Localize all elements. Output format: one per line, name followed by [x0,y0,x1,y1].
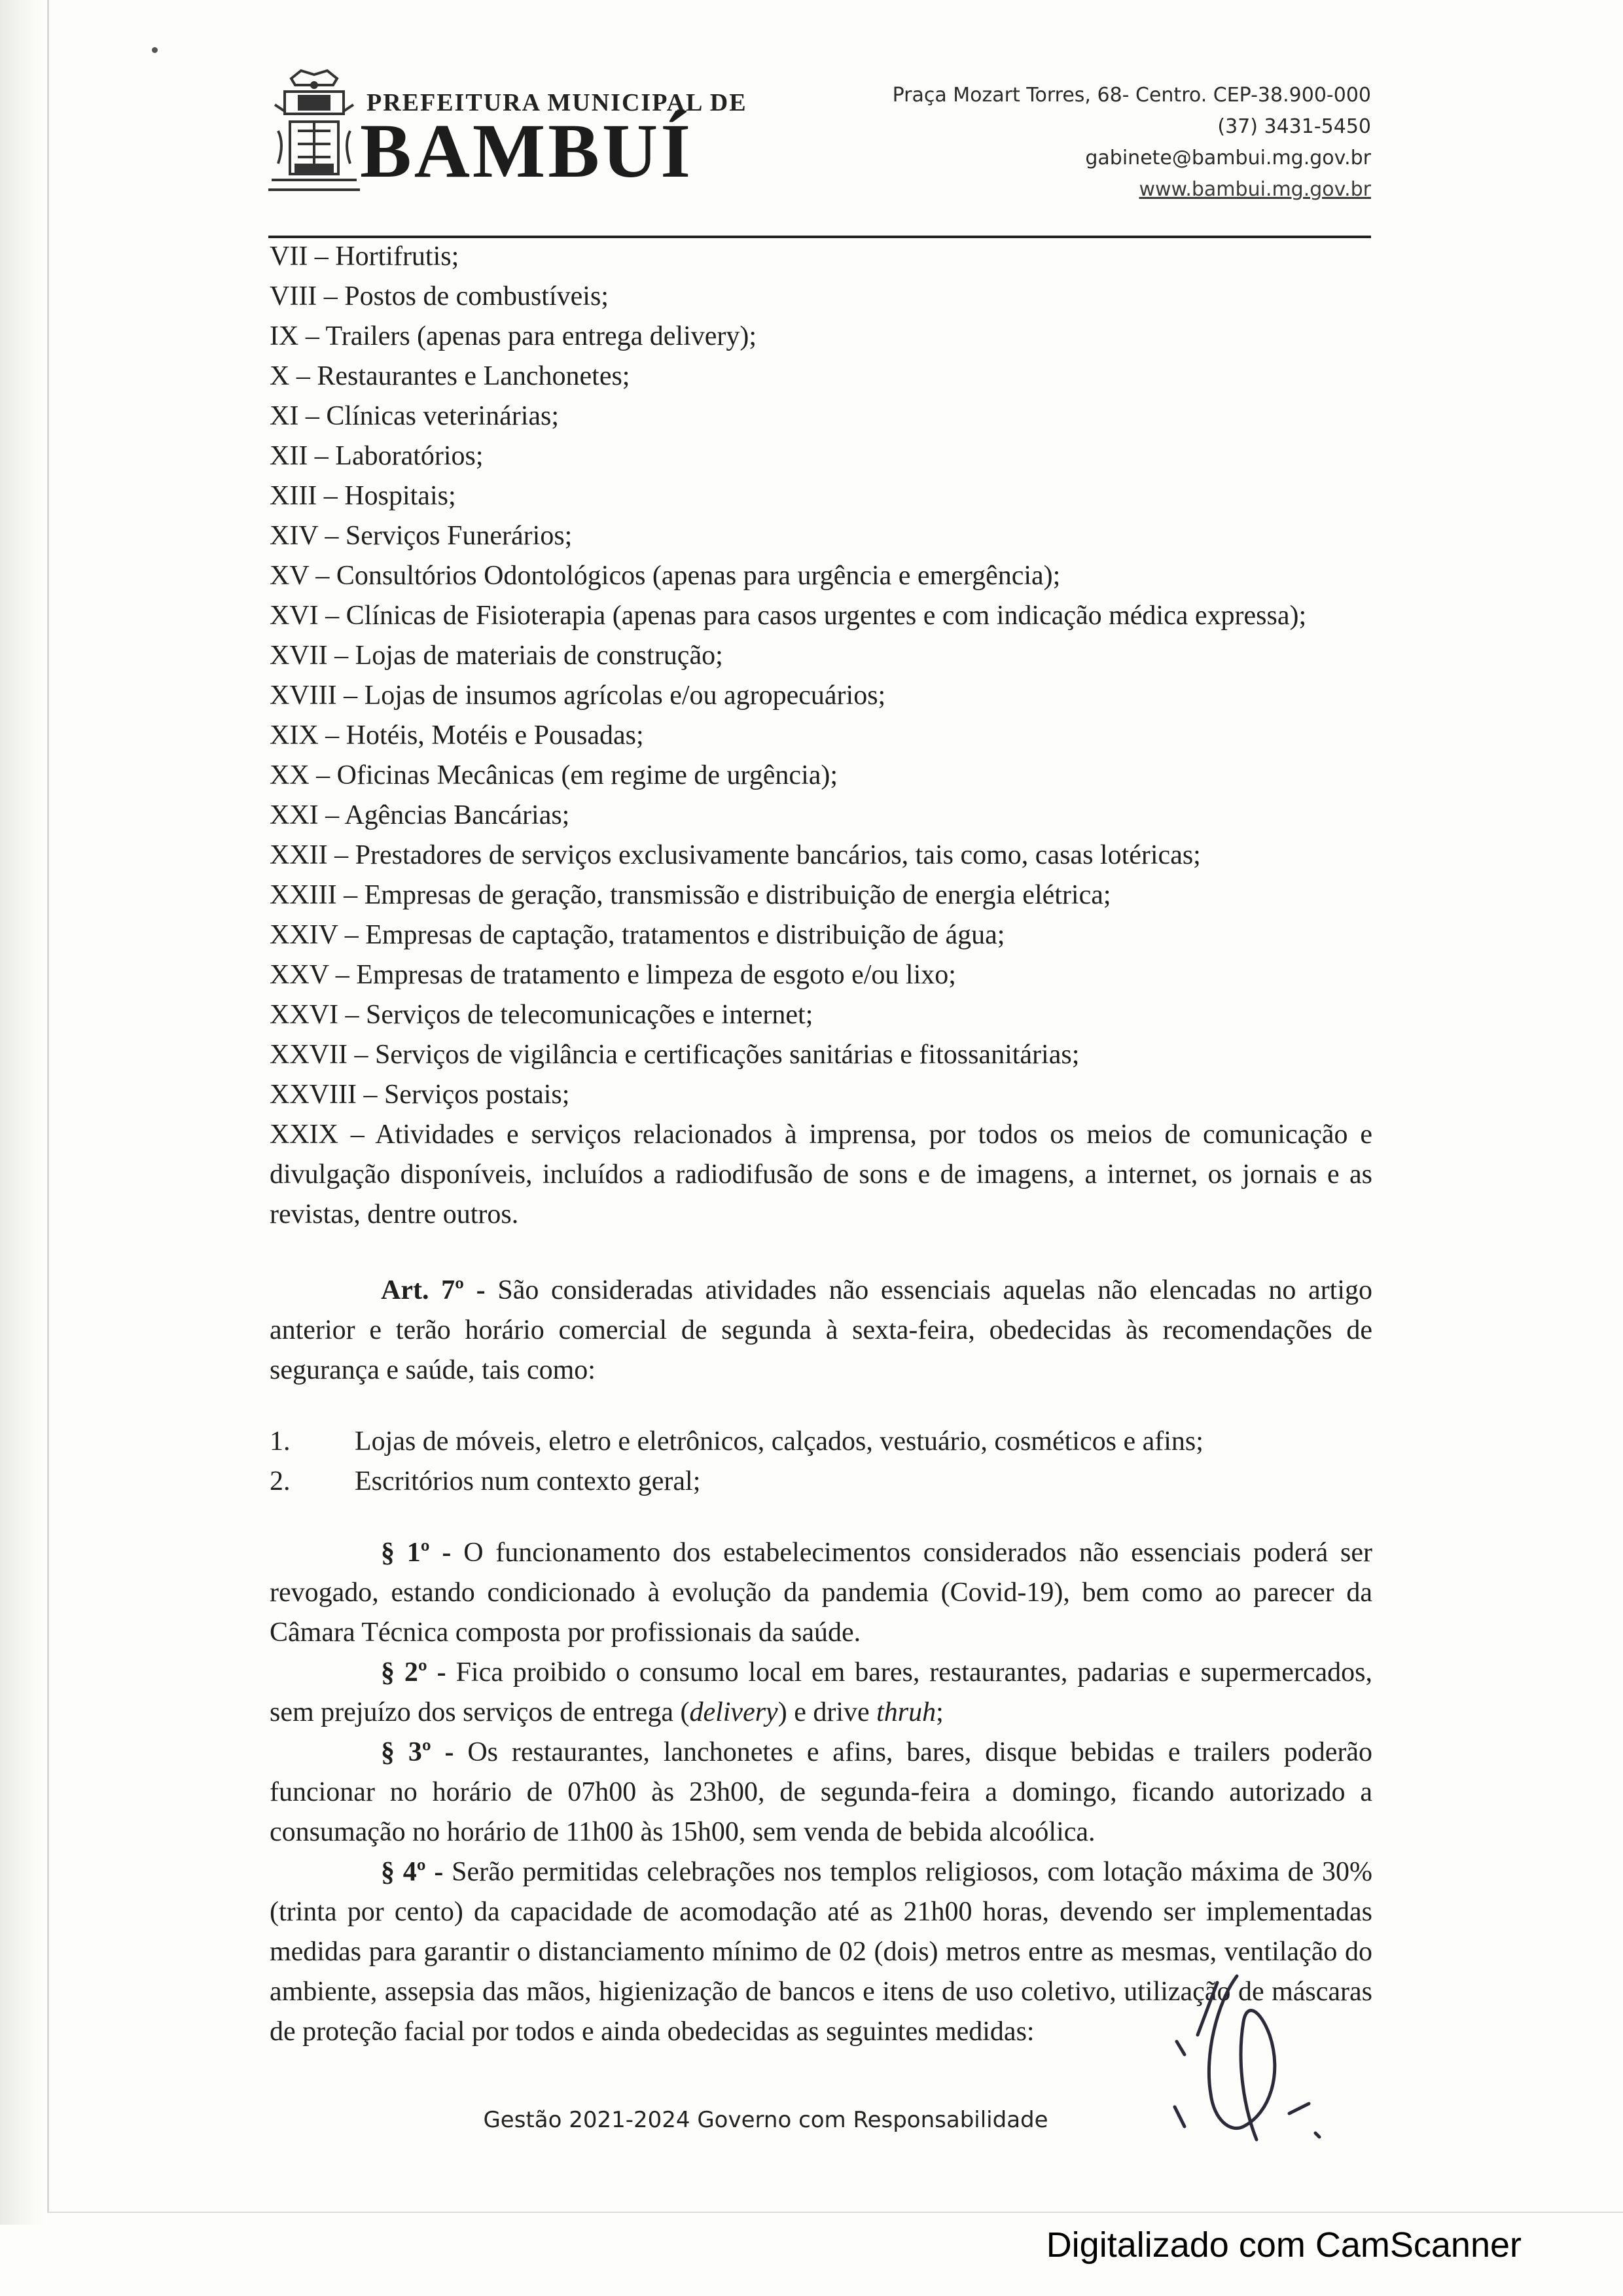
paragraph-1-text: O funcionamento dos estabelecimentos considerados não essenciais poderá ser revogado, estando condicionado à evolução da pandemia (Covid-19), bem como ao parecer da Câmara Técnica composta por profissionais da saúde. [270,1538,1372,1648]
numbered-item [270,1462,1372,1502]
paragraph-3-text: Os restaurantes, lanchonetes e afins, bares, disque bebidas e trailers poderão funcionar no horário de 07h00 às 23h00, de segunda-feira a domingo, ficando autorizado a consumação no horário de 11h00 às 15h00, sem venda de bebida alcoólica. [270,1737,1372,1847]
list-item: XIII – Hospitais; [270,481,456,511]
list-item: XXVIII – Serviços postais; [270,1080,570,1110]
page-shadow-edge [0,0,46,2225]
paragraph-2-text-a: Fica proibido o consumo local em bares, restaurantes, padarias e supermercados, sem prejuízo dos serviços de entrega ( [270,1657,1372,1727]
paragraph-3 [270,1733,1372,1852]
numbered-item-number: 2. [270,1466,291,1496]
paragraph-2-label: § 2º - [381,1657,446,1687]
list-item: IX – Trailers (apenas para entrega delivery); [270,321,757,351]
list-item: XVIII – Lojas de insumos agrícolas e/ou agropecuários; [270,680,886,711]
paragraph-1-label: § 1º - [381,1538,452,1568]
list-item: XX – Oficinas Mecânicas (em regime de urgência); [270,760,838,790]
page-bottom-edge [47,2212,1623,2213]
list-item: XIV – Serviços Funerários; [270,521,573,551]
list-item: XXII – Prestadores de serviços exclusivamente bancários, tais como, casas lotéricas; [270,840,1201,870]
list-item: XVI – Clínicas de Fisioterapia (apenas para casos urgentes e com indicação médica expressa); [270,601,1307,631]
list-item: XXIV – Empresas de captação, tratamentos e distribuição de água; [270,920,1005,950]
list-item: XXI – Agências Bancárias; [270,800,570,830]
paragraph-2-text-b: ) e drive [777,1697,877,1727]
paragraph-2-italic-b: thruh [876,1697,936,1727]
camscanner-watermark: Digitalizado com CamScanner [1046,2225,1522,2265]
paragraph-2-text-c: ; [936,1697,944,1727]
list-item: XXV – Empresas de tratamento e limpeza de esgoto e/ou lixo; [270,960,956,990]
scan-speck [152,47,158,53]
brand-line1: PREFEITURA MUNICIPAL DE [366,89,747,116]
list-item: VIII – Postos de combustíveis; [270,281,609,311]
list-item: X – Restaurantes e Lanchonetes; [270,361,630,391]
paragraph-1 [270,1533,1372,1653]
contact-address: Praça Mozart Torres, 68- Centro. CEP-38.900-000 [892,84,1371,107]
list-item: XII – Laboratórios; [270,441,484,471]
numbered-item-text: Lojas de móveis, eletro e eletrônicos, calçados, vestuário, cosméticos e afins; [355,1426,1204,1457]
article-7-label: Art. 7º - [381,1275,486,1305]
contact-website: www.bambui.mg.gov.br [1139,178,1371,201]
paragraph-3-label: § 3º - [381,1737,454,1767]
list-item: XXIII – Empresas de geração, transmissão e distribuição de energia elétrica; [270,880,1111,910]
list-item: VII – Hortifrutis; [270,241,459,272]
article-7 [270,1271,1372,1390]
numbered-item [270,1422,1372,1462]
list-item: XXVI – Serviços de telecomunicações e internet; [270,1000,813,1030]
paragraph-2 [270,1653,1372,1733]
list-item: XIX – Hotéis, Motéis e Pousadas; [270,720,644,751]
municipal-crest-icon [265,65,363,200]
list-item: XV – Consultórios Odontológicos (apenas para urgência e emergência); [270,561,1061,591]
paragraph-4-label: § 4º - [381,1857,444,1887]
list-item: XXVII – Serviços de vigilância e certificações sanitárias e fitossanitárias; [270,1040,1080,1070]
letterhead [265,65,1371,216]
list-item: XI – Clínicas veterinárias; [270,401,560,431]
paragraph-4-text: Serão permitidas celebrações nos templos religiosos, com lotação máxima de 30% (trinta por cento) da capacidade de acomodação até as 21h00 horas, devendo ser implementadas medidas para garantir o distanciamento mínimo de 02 (dois) metros entre as mesmas, ventilação do ambiente, assepsia das mãos, higienização de bancos e itens de uso coletivo, utilização de máscaras de proteção facial por todos e ainda obedecidas as seguintes medidas: [270,1857,1373,2047]
paragraph-2-italic-a: delivery [689,1697,778,1727]
footer-text: Gestão 2021-2024 Governo com Responsabilidade [483,2107,1048,2133]
contact-email: gabinete@bambui.mg.gov.br [1085,147,1371,169]
document-body [270,237,1372,2052]
contact-block [893,80,1371,205]
page-edge-line [47,0,49,2212]
page-footer [0,2107,1623,2133]
numbered-item-number: 1. [270,1426,291,1457]
list-item: XXIX – Atividades e serviços relacionados à imprensa, por todos os meios de comunicação e divulgação disponíveis, incluídos a radiodifusão de sons e de imagens, a internet, os jornais e as revistas, dentre outros. [270,1120,1372,1229]
numbered-item-text: Escritórios num contexto geral; [355,1466,701,1496]
list-item: XVII – Lojas de materiais de construção; [270,641,723,671]
brand-name: BAMBUÍ [360,108,694,194]
article-7-text: São consideradas atividades não essenciais aquelas não elencadas no artigo anterior e terão horário comercial de segunda à sexta-feira, obedecidas às recomendações de segurança e saúde, tais como: [270,1275,1372,1385]
contact-phone: (37) 3431-5450 [1217,115,1371,138]
